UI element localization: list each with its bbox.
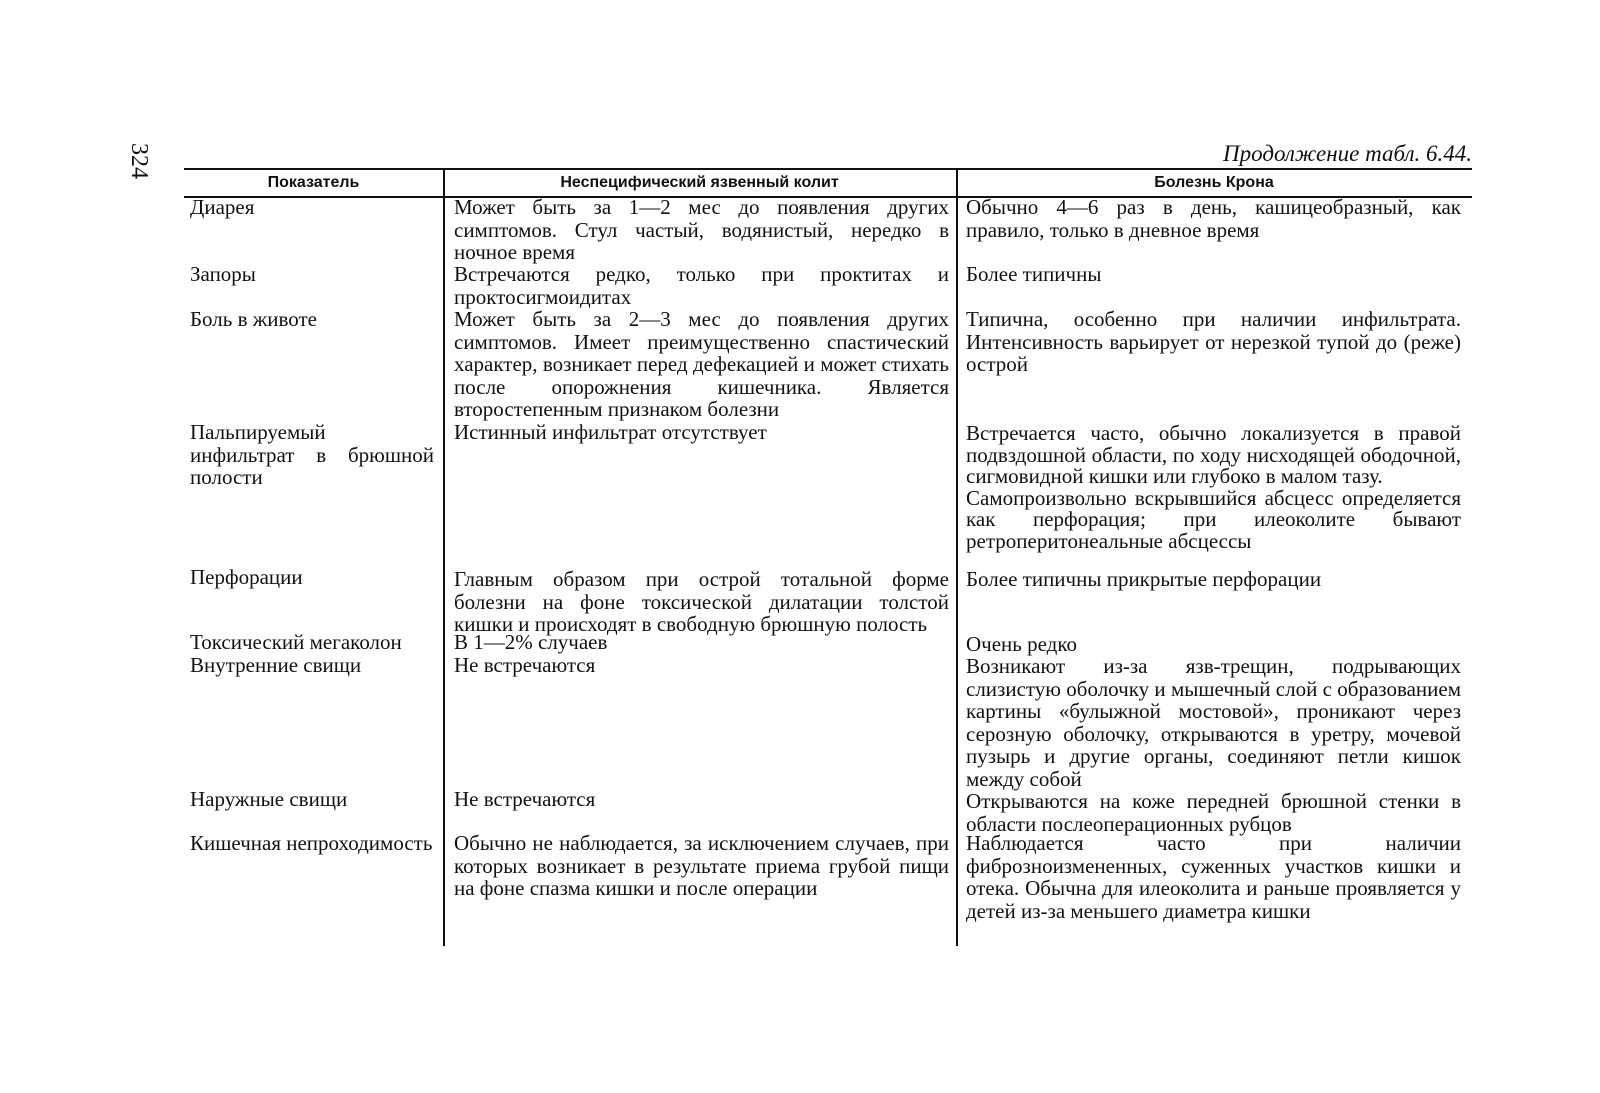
row-diarrhea-indicator: Диарея: [190, 195, 255, 219]
row-internal-fistulas-crohn: [966, 655, 1461, 791]
crohn-paragraph: Более типичны: [966, 262, 1102, 286]
header-crohn-disease: Болезнь Крона: [1154, 174, 1274, 191]
crohn-paragraph: Наблюдается часто при наличии фиброзноизмененных, суженных участков кишки и отека. Обычна для илеоколита и раньше проявляется у детей из-за меньшего диаметра кишки: [966, 831, 1461, 923]
row-diarrhea-ulcerative-colitis: Может быть за 1—2 мес до появления других симптомов. Стул частый, водянистый, нередко в ночное время: [454, 195, 949, 265]
row-diarrhea-crohn: [966, 196, 1461, 241]
crohn-paragraph: Более типичны прикрытые перфорации: [966, 567, 1322, 591]
header-ulcerative-colitis: Неспецифический язвенный колит: [560, 174, 839, 191]
row-constipation-crohn: [966, 263, 1461, 286]
row-toxic-megacolon-crohn: [966, 633, 1461, 656]
row-perforations-ulcerative-colitis: Главным образом при острой тотальной форме болезни на фоне токсической дилатации толстой кишки и происходят в свободную брюшную полость: [454, 567, 949, 637]
row-external-fistulas-ulcerative-colitis: Не встречаются: [454, 787, 596, 811]
crohn-paragraph: Открываются на коже передней брюшной стенки в области послеоперационных рубцов: [966, 789, 1461, 836]
row-internal-fistulas-indicator: Внутренние свищи: [190, 653, 362, 677]
row-intestinal-obstruction-ulcerative-colitis: Обычно не наблюдается, за исключением случаев, при которых возникает в результате приема грубой пищи на фоне спазма кишки и после операции: [454, 831, 949, 901]
table-continuation-caption: Продолжение табл. 6.44.: [1223, 141, 1472, 166]
row-perforations-indicator: Перфорации: [190, 565, 303, 589]
crohn-paragraph: Встречается часто, обычно локализуется в правой подвздошной области, по ходу нисходящей ободочной, сигмовидной кишки или глубоко в малом тазу.: [966, 421, 1461, 488]
row-abdominal-pain-ulcerative-colitis: Может быть за 2—3 мес до появления других симптомов. Имеет преимущественно спастический характер, возникает перед дефекацией и может стихать после опорожнения кишечника. Является второстепенным признаком болезни: [454, 307, 949, 422]
row-palpable-infiltrate-indicator: Пальпируемый инфильтрат в брюшной полости: [190, 420, 434, 490]
row-intestinal-obstruction-crohn: [966, 832, 1461, 922]
row-external-fistulas-indicator: Наружные свищи: [190, 787, 348, 811]
row-constipation-ulcerative-colitis: Встречаются редко, только при проктитах и проктосигмоидитах: [454, 262, 949, 309]
row-palpable-infiltrate-crohn: [966, 423, 1461, 552]
row-external-fistulas-crohn: [966, 790, 1461, 835]
header-indicator: Показатель: [267, 174, 360, 191]
row-abdominal-pain-indicator: Боль в животе: [190, 307, 317, 331]
comparison-table: [184, 168, 1472, 946]
row-intestinal-obstruction-indicator: Кишечная непроходимость: [190, 831, 433, 855]
crohn-paragraph: Возникают из-за язв-трещин, подрывающих слизистую оболочку и мышечный слой с образованием картины «булыжной мостовой», проникают через серозную оболочку, открываются в уретру, мочевой пузырь и другие органы, соединяют петли кишок между собой: [966, 654, 1461, 791]
row-perforations-crohn: [966, 568, 1461, 591]
crohn-paragraph: Очень редко: [966, 632, 1077, 656]
row-toxic-megacolon-indicator: Токсический мегаколон: [190, 630, 402, 654]
row-internal-fistulas-ulcerative-colitis: Не встречаются: [454, 653, 596, 677]
row-palpable-infiltrate-ulcerative-colitis: Истинный инфильтрат отсутствует: [454, 420, 767, 444]
column-divider: [443, 168, 445, 946]
crohn-paragraph: Типична, особенно при наличии инфильтрата. Интенсивность варьирует от нерезкой тупой до (реже) острой: [966, 307, 1461, 377]
row-constipation-indicator: Запоры: [190, 262, 256, 286]
crohn-paragraph: Обычно 4—6 раз в день, кашицеобразный, как правило, только в дневное время: [966, 195, 1461, 242]
page-number: 324: [126, 143, 152, 179]
row-abdominal-pain-crohn: [966, 308, 1461, 376]
column-divider: [956, 168, 958, 946]
row-toxic-megacolon-ulcerative-colitis: В 1—2% случаев: [454, 630, 608, 654]
crohn-paragraph: Самопроизвольно вскрывшийся абсцесс определяется как перфорация; при илеоколите бывают ретроперитонеальные абсцессы: [966, 485, 1461, 553]
